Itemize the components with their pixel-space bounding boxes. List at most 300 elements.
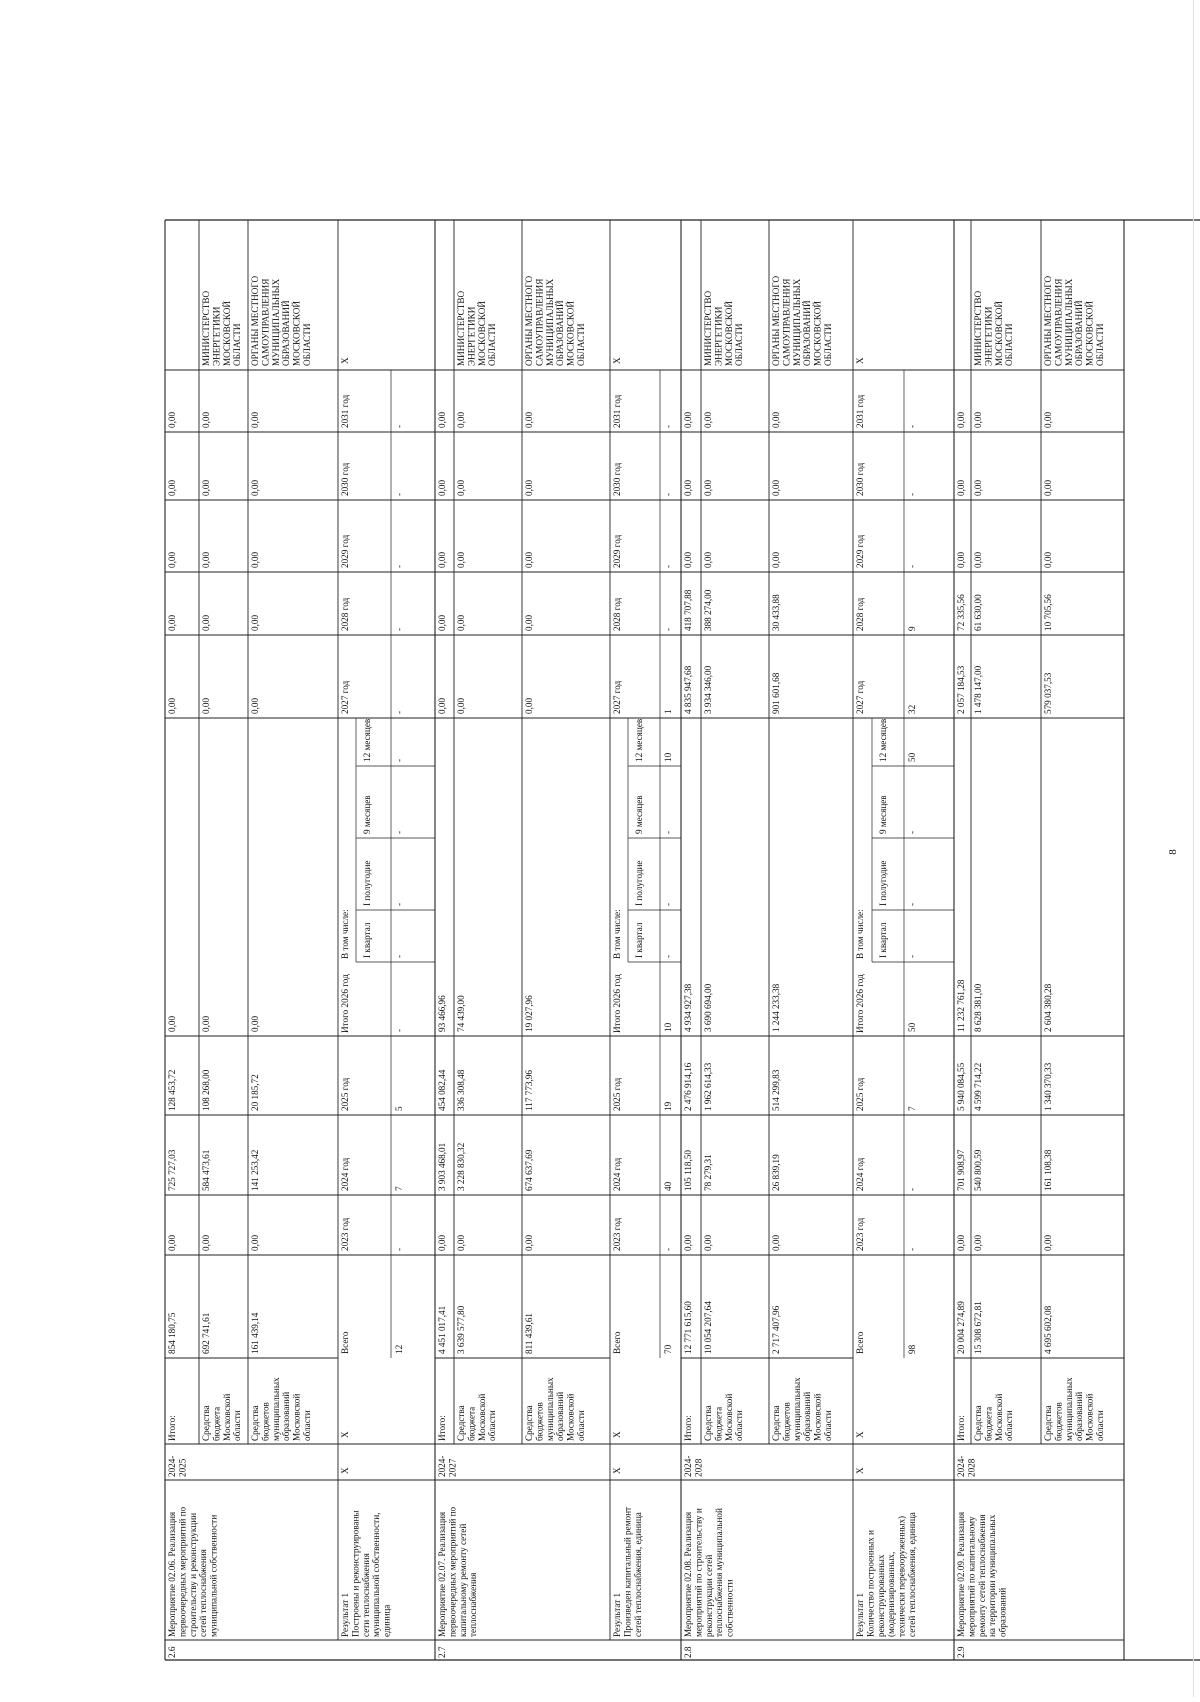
funding-source-label: Московской [812, 1393, 823, 1441]
executor-label: МОСКОВСКОЙ [221, 300, 232, 366]
funding-source-label: Средства [771, 1405, 781, 1441]
year-value: 725 727,03 [167, 1149, 177, 1191]
result-header-cell: 2024 год [340, 1157, 350, 1191]
year-value: 584 473,61 [201, 1149, 211, 1191]
year-value: 0,00 [456, 1234, 466, 1251]
year-value: 26 839,19 [771, 1154, 781, 1191]
year-value: 674 637,69 [524, 1149, 534, 1191]
result-value: - [394, 627, 404, 631]
funding-source-label: Московской [565, 1393, 576, 1441]
total-value: 692 741,61 [201, 1312, 211, 1354]
funding-source-label: Средства [250, 1405, 260, 1441]
result-value: 70 [663, 1344, 673, 1354]
year-value: 128 453,72 [167, 1069, 177, 1111]
executor-label: МОСКОВСКОЙ [812, 300, 823, 366]
result-header-cell: 2029 год [612, 534, 622, 568]
result-label: Построены и реконструированы [350, 1510, 361, 1637]
executor-label: ОБЛАСТИ [487, 323, 498, 366]
total-value: 4 451 017,41 [437, 1305, 447, 1354]
year-value: 454 082,44 [437, 1069, 447, 1111]
result-label: технически перевооруженных) [896, 1515, 907, 1637]
result-value: 98 [907, 1344, 917, 1354]
result-subheader-cell: 12 месяцев [362, 718, 372, 762]
result-header-cell: 2023 год [340, 1217, 350, 1251]
executor-label: ОБЛАСТИ [1095, 323, 1105, 366]
year-value: 78 279,31 [703, 1154, 713, 1191]
funding-source-label: Средства [524, 1405, 534, 1441]
executor-label: МОСКОВСКОЙ [565, 300, 576, 366]
result-header-cell: 2025 год [340, 1077, 350, 1111]
result-label: сетей теплоснабжения, единица [907, 1512, 917, 1637]
year-value: 0,00 [437, 697, 447, 714]
funding-source-label: Московской [221, 1393, 232, 1441]
total-value: 811 439,61 [524, 1312, 534, 1354]
executor-label: ОРГАНЫ МЕСТНОГО [1043, 275, 1053, 366]
result-header-cell: Всего [612, 1331, 622, 1354]
total-value: 4 695 602,08 [1043, 1305, 1053, 1354]
result-value: 5 [394, 1106, 404, 1111]
year-value: 0,00 [167, 479, 177, 496]
year-value: 0,00 [456, 614, 466, 631]
year-value: 1 340 370,33 [1043, 1062, 1053, 1111]
result-value: - [663, 902, 673, 906]
year-value: 0,00 [167, 1015, 177, 1032]
result-header-cell: 2028 год [340, 597, 350, 631]
section-number: 2.9 [956, 1646, 966, 1658]
measure-title: Мероприятие 02.06. Реализация [167, 1511, 177, 1637]
result-value: 7 [907, 1106, 917, 1111]
year-value: 0,00 [437, 614, 447, 631]
year-value: 72 335,56 [956, 594, 966, 631]
measure-title: теплоснабжения [468, 1572, 479, 1637]
year-value: 0,00 [973, 551, 983, 568]
year-value: 105 118,50 [683, 1149, 693, 1191]
year-value: 418 707,88 [683, 589, 693, 631]
result-value: 10 [663, 752, 673, 762]
year-value: 0,00 [1043, 479, 1053, 496]
result-value: 19 [663, 1101, 673, 1111]
result-x-mark: X [612, 357, 622, 364]
year-value: 20 185,72 [250, 1074, 260, 1111]
measure-title: строительству и реконструкции [187, 1512, 198, 1637]
executor-label: ЭНЕРГЕТИКИ [211, 306, 222, 366]
total-value: 3 639 577,80 [456, 1305, 466, 1354]
year-value: 336 308,48 [456, 1069, 466, 1111]
result-value: 12 [394, 1344, 404, 1354]
year-value: 0,00 [703, 411, 713, 428]
result-x-mark: X [340, 1467, 350, 1474]
result-header-cell: В том числе: [612, 909, 622, 959]
result-x-mark: X [612, 1431, 622, 1438]
result-header-cell: Всего [340, 1331, 350, 1354]
year-value: 19 027,96 [524, 995, 534, 1032]
funding-source-label: области [1095, 1410, 1105, 1441]
executor-label: ЭНЕРГЕТИКИ [466, 306, 477, 366]
result-value: - [663, 627, 673, 631]
year-value: 0,00 [167, 697, 177, 714]
year-value: 61 630,00 [973, 594, 983, 631]
year-value: 161 108,38 [1043, 1149, 1053, 1191]
page-number: 8 [1167, 849, 1179, 855]
result-value: - [394, 758, 404, 762]
result-value: - [907, 1247, 917, 1251]
year-value: 0,00 [1043, 411, 1053, 428]
funding-source-label: образований [1074, 1391, 1085, 1441]
year-value: 0,00 [683, 479, 693, 496]
result-header-cell: 2027 год [612, 680, 622, 714]
funding-source-label: бюджетов [534, 1402, 545, 1441]
period-label: 2028 [966, 1458, 977, 1477]
result-subheader-cell: 12 месяцев [634, 718, 644, 762]
year-value: 0,00 [437, 479, 447, 496]
executor-label: МОСКОВСКОЙ [291, 300, 302, 366]
executor-label: МОСКОВСКОЙ [476, 300, 487, 366]
year-value: 0,00 [524, 1234, 534, 1251]
executor-label: САМОУПРАВЛЕНИЯ [260, 278, 271, 366]
measure-title: мероприятий по строительству и [693, 1508, 704, 1637]
year-value: 0,00 [167, 1234, 177, 1251]
year-value: 2 476 914,16 [683, 1062, 693, 1111]
funding-source-label: области [734, 1410, 745, 1441]
executor-label: МИНИСТЕРСТВО [973, 290, 983, 366]
funding-source-label: бюджета [211, 1406, 222, 1441]
executor-label: МУНИЦИПАЛЬНЫХ [270, 278, 281, 366]
result-header-cell: 2030 год [855, 462, 865, 496]
executor-label: ОРГАНЫ МЕСТНОГО [250, 275, 260, 366]
result-header-cell: 2029 год [855, 534, 865, 568]
year-value: 0,00 [973, 411, 983, 428]
year-value: 0,00 [703, 551, 713, 568]
total-value: 10 054 207,64 [703, 1301, 713, 1354]
executor-label: ОБЛАСТИ [734, 323, 745, 366]
result-header-cell: Всего [855, 1331, 865, 1354]
result-value: - [394, 902, 404, 906]
year-value: 0,00 [250, 614, 260, 631]
measure-title: первоочередных мероприятий по [447, 1506, 458, 1637]
year-value: 0,00 [524, 479, 534, 496]
funding-source-label: Московской [1084, 1393, 1095, 1441]
measure-title: капитальному ремонту сетей [457, 1523, 468, 1637]
year-value: 0,00 [437, 551, 447, 568]
result-label: Результат 1 [612, 1592, 622, 1637]
year-value: 0,00 [1043, 1234, 1053, 1251]
year-value: 0,00 [771, 1234, 781, 1251]
executor-label: МИНИСТЕРСТВО [201, 290, 211, 366]
result-value: 50 [907, 1022, 917, 1032]
executor-label: САМОУПРАВЛЕНИЯ [1053, 278, 1064, 366]
result-x-mark: X [855, 357, 865, 364]
year-value: 2 604 380,28 [1043, 983, 1053, 1032]
year-value: 0,00 [524, 697, 534, 714]
total-value: 2 717 407,96 [771, 1305, 781, 1354]
funding-source-label: области [1004, 1410, 1015, 1441]
result-value: - [907, 830, 917, 834]
result-value: - [394, 830, 404, 834]
year-value: 0,00 [956, 479, 966, 496]
result-value: - [663, 1247, 673, 1251]
funding-source-label: муниципальных [791, 1377, 802, 1441]
period-label: 2027 [447, 1458, 458, 1477]
year-value: 0,00 [703, 1234, 713, 1251]
year-value: 0,00 [524, 551, 534, 568]
result-value: - [663, 424, 673, 428]
result-x-mark: X [612, 1467, 622, 1474]
funding-source-label: Средства [1043, 1405, 1053, 1441]
executor-label: МОСКОВСКОЙ [1084, 300, 1095, 366]
year-value: 579 037,53 [1043, 672, 1053, 714]
year-value: 0,00 [456, 551, 466, 568]
year-value: 0,00 [250, 551, 260, 568]
year-value: 4 599 714,22 [973, 1062, 983, 1111]
measure-title: реконструкции сетей [703, 1554, 714, 1637]
result-label: Результат 1 [340, 1592, 350, 1637]
year-value: 10 705,56 [1043, 594, 1053, 631]
year-value: 0,00 [771, 411, 781, 428]
executor-label: ОБЛАСТИ [302, 323, 312, 366]
funding-source-label: Московской [993, 1393, 1004, 1441]
executor-label: МИНИСТЕРСТВО [703, 290, 713, 366]
funding-source-label: области [232, 1410, 243, 1441]
funding-source-label: Московской [723, 1393, 734, 1441]
total-value: 161 439,14 [250, 1312, 260, 1354]
funding-source-label: бюджетов [260, 1402, 271, 1441]
year-value: 901 601,68 [771, 672, 781, 714]
funding-source-label: муниципальных [270, 1377, 281, 1441]
funding-source-label: области [823, 1410, 833, 1441]
result-subheader-cell: I квартал [634, 922, 644, 958]
result-value: - [394, 710, 404, 714]
result-value: 9 [907, 626, 917, 631]
year-value: 0,00 [201, 614, 211, 631]
year-value: 0,00 [683, 551, 693, 568]
year-value: 0,00 [250, 1234, 260, 1251]
result-header-cell: 2027 год [855, 680, 865, 714]
result-value: 1 [663, 709, 673, 714]
result-value: - [394, 424, 404, 428]
result-value: - [663, 564, 673, 568]
year-value: 0,00 [167, 551, 177, 568]
result-value: - [907, 1187, 917, 1191]
year-value: 3 903 468,01 [437, 1142, 447, 1191]
result-header-cell: 2028 год [855, 597, 865, 631]
year-value: 514 299,83 [771, 1069, 781, 1111]
period-label: 2024- [683, 1455, 693, 1477]
result-value: - [394, 492, 404, 496]
funding-source-label: муниципальных [544, 1377, 555, 1441]
year-value: 0,00 [683, 411, 693, 428]
year-value: 0,00 [456, 411, 466, 428]
executor-label: ОБРАЗОВАНИЙ [802, 300, 813, 366]
funding-source-label: бюджета [466, 1406, 477, 1441]
result-label: Количество построенных и [865, 1530, 876, 1637]
year-value: 540 800,59 [973, 1149, 983, 1191]
executor-label: ОРГАНЫ МЕСТНОГО [771, 275, 781, 366]
year-value: 0,00 [456, 479, 466, 496]
total-value: 854 180,75 [167, 1312, 177, 1354]
result-label: реконструированных [875, 1554, 886, 1637]
result-subheader-cell: I полугодие [362, 860, 372, 906]
year-value: 74 439,00 [456, 995, 466, 1032]
result-header-cell: 2025 год [612, 1077, 622, 1111]
measure-title: на территории муниципальных [987, 1514, 998, 1637]
result-label: единица [381, 1604, 392, 1637]
year-value: 8 628 381,00 [973, 983, 983, 1032]
result-value: 7 [394, 1186, 404, 1191]
year-value: 0,00 [201, 697, 211, 714]
funding-source-label: бюджетов [781, 1402, 792, 1441]
year-value: 0,00 [683, 1234, 693, 1251]
funding-source-label: бюджета [713, 1406, 724, 1441]
period-label: 2024- [956, 1455, 966, 1477]
result-header-cell: 2029 год [340, 534, 350, 568]
result-value: - [394, 1028, 404, 1032]
executor-label: ОБЛАСТИ [823, 323, 833, 366]
result-header-cell: 2025 год [855, 1077, 865, 1111]
scan-edge [1193, 0, 1194, 1697]
measure-title: Мероприятие 02.09. Реализация [956, 1511, 966, 1637]
year-value: 4 835 947,68 [683, 665, 693, 714]
result-label: (модернизированных, [886, 1551, 897, 1637]
measure-title: сетей теплоснабжения [198, 1549, 209, 1637]
year-value: 0,00 [250, 411, 260, 428]
funding-source-label: Средства [973, 1405, 983, 1441]
section-number: 2.8 [683, 1646, 693, 1658]
executor-label: МУНИЦИПАЛЬНЫХ [791, 278, 802, 366]
result-x-mark: X [855, 1467, 865, 1474]
executor-label: ОБЛАСТИ [576, 323, 586, 366]
executor-label: МОСКОВСКОЙ [993, 300, 1004, 366]
funding-source-label: Итого: [956, 1415, 966, 1441]
executor-label: МИНИСТЕРСТВО [456, 290, 466, 366]
result-header-cell: 2031 год [340, 394, 350, 428]
result-label: Произведен капитальный ремонт [622, 1506, 633, 1637]
total-value: 12 771 615,60 [683, 1301, 693, 1354]
executor-label: ОБРАЗОВАНИЙ [1074, 300, 1085, 366]
year-value: 1 244 233,38 [771, 983, 781, 1032]
result-header-cell: 2030 год [612, 462, 622, 496]
year-value: 0,00 [956, 551, 966, 568]
funding-source-label: Средства [201, 1405, 211, 1441]
result-header-cell: 2028 год [612, 597, 622, 631]
measure-title: теплоснабжения муниципальной [714, 1508, 725, 1637]
result-x-mark: X [855, 1431, 865, 1438]
year-value: 3 228 830,32 [456, 1142, 466, 1191]
result-header-cell: 2024 год [612, 1157, 622, 1191]
result-header-cell: Итого 2026 год [340, 974, 350, 1033]
total-value: 15 308 672,81 [973, 1301, 983, 1354]
result-header-cell: 2031 год [855, 394, 865, 428]
funding-source-label: Московской [476, 1393, 487, 1441]
funding-source-label: образований [555, 1391, 566, 1441]
table-grid [165, 220, 1200, 1660]
executor-label: ОРГАНЫ МЕСТНОГО [524, 275, 534, 366]
period-label: 2025 [177, 1458, 188, 1477]
result-subheader-cell: 12 месяцев [878, 718, 888, 762]
result-value: 50 [907, 752, 917, 762]
measure-title: ремонту сетей теплоснабжения [976, 1514, 987, 1637]
funding-source-label: Итого: [167, 1415, 177, 1441]
result-value: - [907, 954, 917, 958]
funding-source-label: Московской [291, 1393, 302, 1441]
result-value: - [907, 902, 917, 906]
measure-title: Мероприятие 02.07. Реализация [437, 1511, 447, 1637]
result-header-cell: 2030 год [340, 462, 350, 496]
year-value: 0,00 [456, 697, 466, 714]
measure-title: Мероприятие 02.08. Реализация [683, 1511, 693, 1637]
funding-source-label: Итого: [437, 1415, 447, 1441]
year-value: 2 057 184,53 [956, 665, 966, 714]
result-label: Результат 1 [855, 1592, 865, 1637]
result-value: - [907, 564, 917, 568]
total-value: 20 004 274,89 [956, 1301, 966, 1354]
executor-label: ЭНЕРГЕТИКИ [983, 306, 994, 366]
year-value: 0,00 [201, 1234, 211, 1251]
result-header-cell: 2024 год [855, 1157, 865, 1191]
year-value: 0,00 [167, 614, 177, 631]
year-value: 141 253,42 [250, 1149, 260, 1191]
executor-label: ОБРАЗОВАНИЙ [555, 300, 566, 366]
result-value: - [394, 1247, 404, 1251]
executor-label: ОБРАЗОВАНИЙ [281, 300, 292, 366]
measure-title: образований [997, 1587, 1008, 1637]
result-subheader-cell: I квартал [362, 922, 372, 958]
funding-source-label: бюджета [983, 1406, 994, 1441]
result-value: - [907, 492, 917, 496]
result-x-mark: X [340, 1431, 350, 1438]
year-value: 388 274,00 [703, 589, 713, 631]
year-value: 0,00 [956, 411, 966, 428]
section-number: 2.6 [167, 1646, 177, 1658]
year-value: 3 934 346,00 [703, 665, 713, 714]
year-value: 0,00 [250, 697, 260, 714]
period-label: 2024- [437, 1455, 447, 1477]
result-label: сети теплоснабжения [360, 1553, 371, 1637]
result-subheader-cell: 9 месяцев [362, 795, 372, 834]
period-label: 2028 [693, 1458, 704, 1477]
result-header-cell: Итого 2026 год [612, 974, 622, 1033]
section-number: 2.7 [437, 1646, 447, 1658]
result-header-cell: 2023 год [612, 1217, 622, 1251]
year-value: 0,00 [201, 551, 211, 568]
funding-source-label: Итого: [683, 1415, 693, 1441]
result-header-cell: В том числе: [855, 909, 865, 959]
table-text [167, 275, 1105, 1658]
year-value: 0,00 [201, 479, 211, 496]
result-label: муниципальной собственности, [371, 1512, 382, 1637]
year-value: 11 232 761,28 [956, 979, 966, 1032]
year-value: 30 433,88 [771, 594, 781, 631]
funding-source-label: бюджетов [1053, 1402, 1064, 1441]
year-value: 0,00 [771, 551, 781, 568]
year-value: 0,00 [973, 479, 983, 496]
year-value: 0,00 [201, 411, 211, 428]
executor-label: ОБЛАСТИ [1004, 323, 1015, 366]
year-value: 0,00 [524, 411, 534, 428]
result-x-mark: X [340, 357, 350, 364]
result-value: - [394, 564, 404, 568]
year-value: 4 934 927,38 [683, 983, 693, 1032]
executor-label: МОСКОВСКОЙ [723, 300, 734, 366]
result-subheader-cell: I полугодие [634, 860, 644, 906]
executor-label: МУНИЦИПАЛЬНЫХ [544, 278, 555, 366]
year-value: 117 773,96 [524, 1069, 534, 1111]
result-subheader-cell: 9 месяцев [878, 795, 888, 834]
period-label: 2024- [167, 1455, 177, 1477]
funding-source-label: Средства [703, 1405, 713, 1441]
year-value: 0,00 [437, 411, 447, 428]
result-header-cell: Итого 2026 год [855, 974, 865, 1033]
year-value: 701 908,97 [956, 1149, 966, 1191]
